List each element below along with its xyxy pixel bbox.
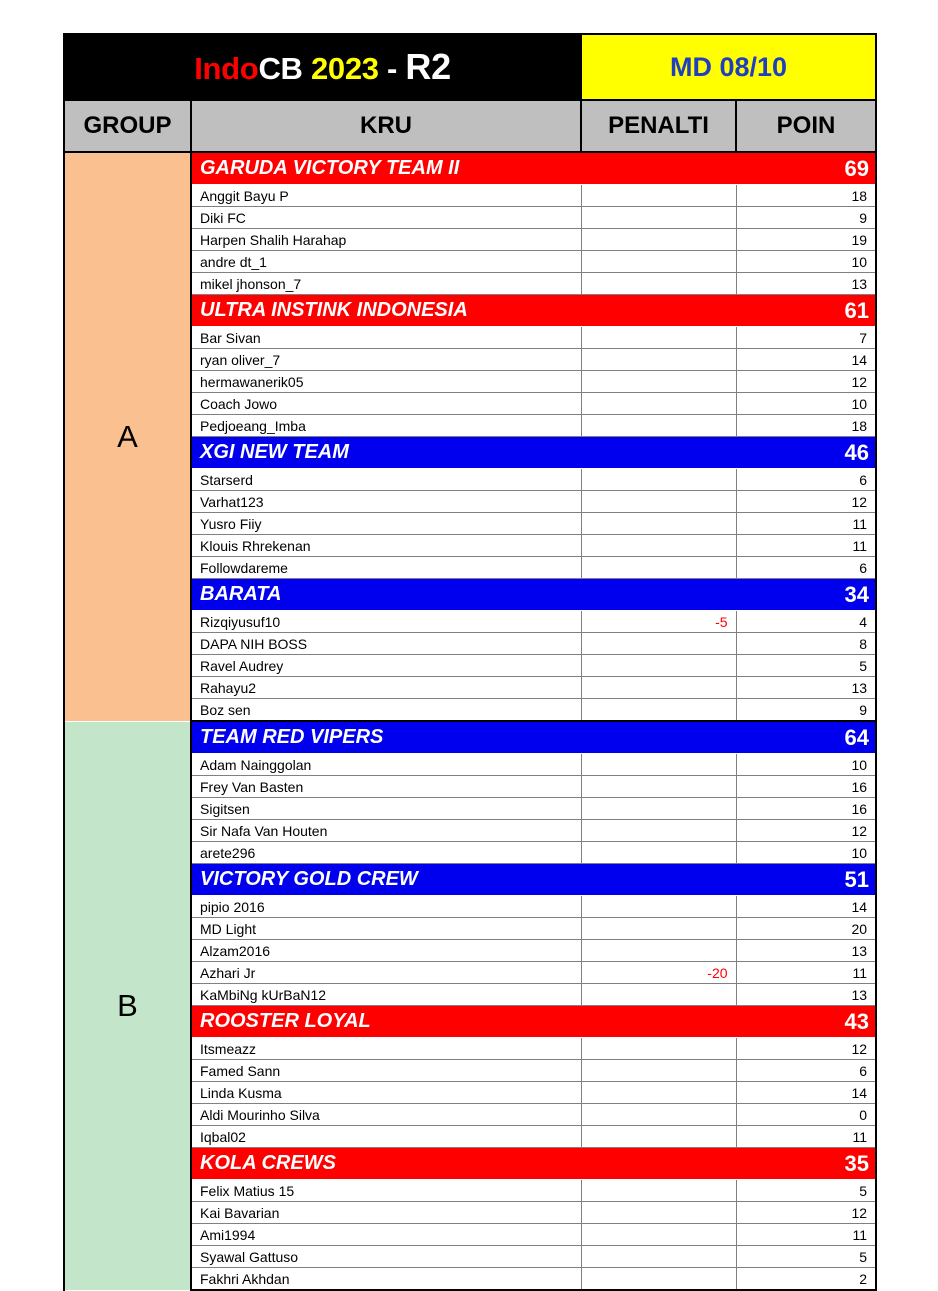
player-points: 12 <box>736 820 876 842</box>
player-points: 6 <box>736 1060 876 1082</box>
team-penalty <box>581 864 736 896</box>
player-points: 16 <box>736 798 876 820</box>
player-points: 14 <box>736 1082 876 1104</box>
player-penalty <box>581 557 736 579</box>
player-points: 10 <box>736 842 876 864</box>
standings-sheet <box>63 33 875 1291</box>
player-penalty <box>581 1038 736 1060</box>
player-penalty <box>581 513 736 535</box>
team-points: 69 <box>736 152 876 185</box>
player-name: Adam Nainggolan <box>191 754 581 776</box>
player-points: 5 <box>736 1180 876 1202</box>
player-penalty <box>581 349 736 371</box>
team-name: GARUDA VICTORY TEAM II <box>191 152 581 185</box>
player-name: Linda Kusma <box>191 1082 581 1104</box>
player-name: mikel jhonson_7 <box>191 273 581 295</box>
player-penalty <box>581 1126 736 1148</box>
player-penalty <box>581 327 736 349</box>
player-points: 19 <box>736 229 876 251</box>
team-name: TEAM RED VIPERS <box>191 721 581 754</box>
player-penalty <box>581 185 736 207</box>
player-points: 5 <box>736 1246 876 1268</box>
player-points: 11 <box>736 1126 876 1148</box>
team-penalty <box>581 1006 736 1038</box>
team-points: 34 <box>736 579 876 611</box>
player-name: Itsmeazz <box>191 1038 581 1060</box>
player-points: 10 <box>736 393 876 415</box>
player-name: Ravel Audrey <box>191 655 581 677</box>
title-row <box>64 34 876 100</box>
player-name: Syawal Gattuso <box>191 1246 581 1268</box>
player-points: 0 <box>736 1104 876 1126</box>
team-penalty <box>581 721 736 754</box>
player-points: 10 <box>736 251 876 273</box>
player-points: 18 <box>736 415 876 437</box>
player-name: Rizqiyusuf10 <box>191 611 581 633</box>
team-name: BARATA <box>191 579 581 611</box>
player-name: Diki FC <box>191 207 581 229</box>
player-name: Alzam2016 <box>191 940 581 962</box>
player-name: Iqbal02 <box>191 1126 581 1148</box>
column-header-kru: KRU <box>191 100 581 152</box>
player-points: 6 <box>736 469 876 491</box>
player-points: 12 <box>736 491 876 513</box>
player-points: 6 <box>736 557 876 579</box>
player-name: Sigitsen <box>191 798 581 820</box>
player-name: Followdareme <box>191 557 581 579</box>
player-name: Ami1994 <box>191 1224 581 1246</box>
player-name: Yusro Fiiy <box>191 513 581 535</box>
title-year: 2023 <box>302 51 379 86</box>
player-name: Starserd <box>191 469 581 491</box>
team-name: XGI NEW TEAM <box>191 437 581 469</box>
player-points: 4 <box>736 611 876 633</box>
player-penalty <box>581 1246 736 1268</box>
column-header-row <box>64 100 876 152</box>
player-name: Bar Sivan <box>191 327 581 349</box>
team-points: 51 <box>736 864 876 896</box>
group-cell-a: A <box>64 152 191 721</box>
player-name: andre dt_1 <box>191 251 581 273</box>
team-name: VICTORY GOLD CREW <box>191 864 581 896</box>
player-penalty <box>581 1224 736 1246</box>
player-points: 11 <box>736 513 876 535</box>
player-name: ryan oliver_7 <box>191 349 581 371</box>
team-points: 43 <box>736 1006 876 1038</box>
player-penalty <box>581 918 736 940</box>
player-penalty <box>581 251 736 273</box>
player-penalty <box>581 940 736 962</box>
player-points: 14 <box>736 896 876 918</box>
player-penalty <box>581 984 736 1006</box>
player-name: Sir Nafa Van Houten <box>191 820 581 842</box>
title-indo: Indo <box>194 51 259 86</box>
player-points: 12 <box>736 1202 876 1224</box>
player-penalty <box>581 677 736 699</box>
player-points: 9 <box>736 207 876 229</box>
team-penalty <box>581 152 736 185</box>
title-cb: CB <box>258 51 303 86</box>
player-name: Frey Van Basten <box>191 776 581 798</box>
player-points: 14 <box>736 349 876 371</box>
player-penalty <box>581 655 736 677</box>
player-points: 13 <box>736 273 876 295</box>
player-penalty <box>581 633 736 655</box>
player-points: 10 <box>736 754 876 776</box>
player-penalty <box>581 776 736 798</box>
player-points: 16 <box>736 776 876 798</box>
team-penalty <box>581 437 736 469</box>
player-penalty <box>581 1268 736 1291</box>
page-title <box>64 34 581 100</box>
player-points: 13 <box>736 677 876 699</box>
player-points: 13 <box>736 984 876 1006</box>
player-points: 7 <box>736 327 876 349</box>
player-penalty <box>581 1082 736 1104</box>
player-name: Pedjoeang_Imba <box>191 415 581 437</box>
team-points: 35 <box>736 1148 876 1180</box>
player-penalty <box>581 754 736 776</box>
player-name: Famed Sann <box>191 1060 581 1082</box>
player-penalty: -20 <box>581 962 736 984</box>
player-points: 9 <box>736 699 876 722</box>
player-penalty <box>581 207 736 229</box>
player-penalty <box>581 1202 736 1224</box>
player-points: 11 <box>736 1224 876 1246</box>
player-penalty <box>581 820 736 842</box>
player-points: 11 <box>736 535 876 557</box>
team-penalty <box>581 295 736 327</box>
team-name: ULTRA INSTINK INDONESIA <box>191 295 581 327</box>
team-points: 46 <box>736 437 876 469</box>
player-penalty <box>581 1104 736 1126</box>
player-penalty <box>581 798 736 820</box>
player-name: KaMbiNg kUrBaN12 <box>191 984 581 1006</box>
player-name: Azhari Jr <box>191 962 581 984</box>
player-points: 18 <box>736 185 876 207</box>
player-name: Felix Matius 15 <box>191 1180 581 1202</box>
column-header-poin: POIN <box>736 100 876 152</box>
player-name: Harpen Shalih Harahap <box>191 229 581 251</box>
player-points: 5 <box>736 655 876 677</box>
team-penalty <box>581 579 736 611</box>
column-header-penalti: PENALTI <box>581 100 736 152</box>
column-header-group: GROUP <box>64 100 191 152</box>
player-penalty <box>581 1060 736 1082</box>
player-penalty <box>581 1180 736 1202</box>
player-name: Anggit Bayu P <box>191 185 581 207</box>
team-name: ROOSTER LOYAL <box>191 1006 581 1038</box>
player-points: 12 <box>736 371 876 393</box>
standings-table <box>63 33 877 1291</box>
player-name: Boz sen <box>191 699 581 722</box>
player-points: 2 <box>736 1268 876 1291</box>
player-name: Rahayu2 <box>191 677 581 699</box>
player-points: 12 <box>736 1038 876 1060</box>
player-name: Fakhri Akhdan <box>191 1268 581 1291</box>
team-header-row <box>64 721 876 754</box>
team-penalty <box>581 1148 736 1180</box>
player-name: pipio 2016 <box>191 896 581 918</box>
player-name: Kai Bavarian <box>191 1202 581 1224</box>
player-points: 8 <box>736 633 876 655</box>
title-dash: - <box>378 51 406 86</box>
player-penalty: -5 <box>581 611 736 633</box>
team-name: KOLA CREWS <box>191 1148 581 1180</box>
player-penalty <box>581 699 736 722</box>
team-points: 61 <box>736 295 876 327</box>
group-cell-b: B <box>64 721 191 1290</box>
player-penalty <box>581 371 736 393</box>
player-penalty <box>581 842 736 864</box>
player-name: Aldi Mourinho Silva <box>191 1104 581 1126</box>
player-penalty <box>581 229 736 251</box>
team-header-row <box>64 152 876 185</box>
player-penalty <box>581 535 736 557</box>
player-penalty <box>581 393 736 415</box>
player-name: DAPA NIH BOSS <box>191 633 581 655</box>
player-points: 13 <box>736 940 876 962</box>
player-penalty <box>581 896 736 918</box>
team-points: 64 <box>736 721 876 754</box>
title-round: R2 <box>405 46 451 87</box>
player-name: MD Light <box>191 918 581 940</box>
matchday-badge: MD 08/10 <box>581 34 876 100</box>
player-penalty <box>581 273 736 295</box>
player-penalty <box>581 415 736 437</box>
player-name: arete296 <box>191 842 581 864</box>
player-points: 20 <box>736 918 876 940</box>
player-name: Klouis Rhrekenan <box>191 535 581 557</box>
player-name: Varhat123 <box>191 491 581 513</box>
player-points: 11 <box>736 962 876 984</box>
player-penalty <box>581 491 736 513</box>
player-name: Coach Jowo <box>191 393 581 415</box>
player-penalty <box>581 469 736 491</box>
player-name: hermawanerik05 <box>191 371 581 393</box>
